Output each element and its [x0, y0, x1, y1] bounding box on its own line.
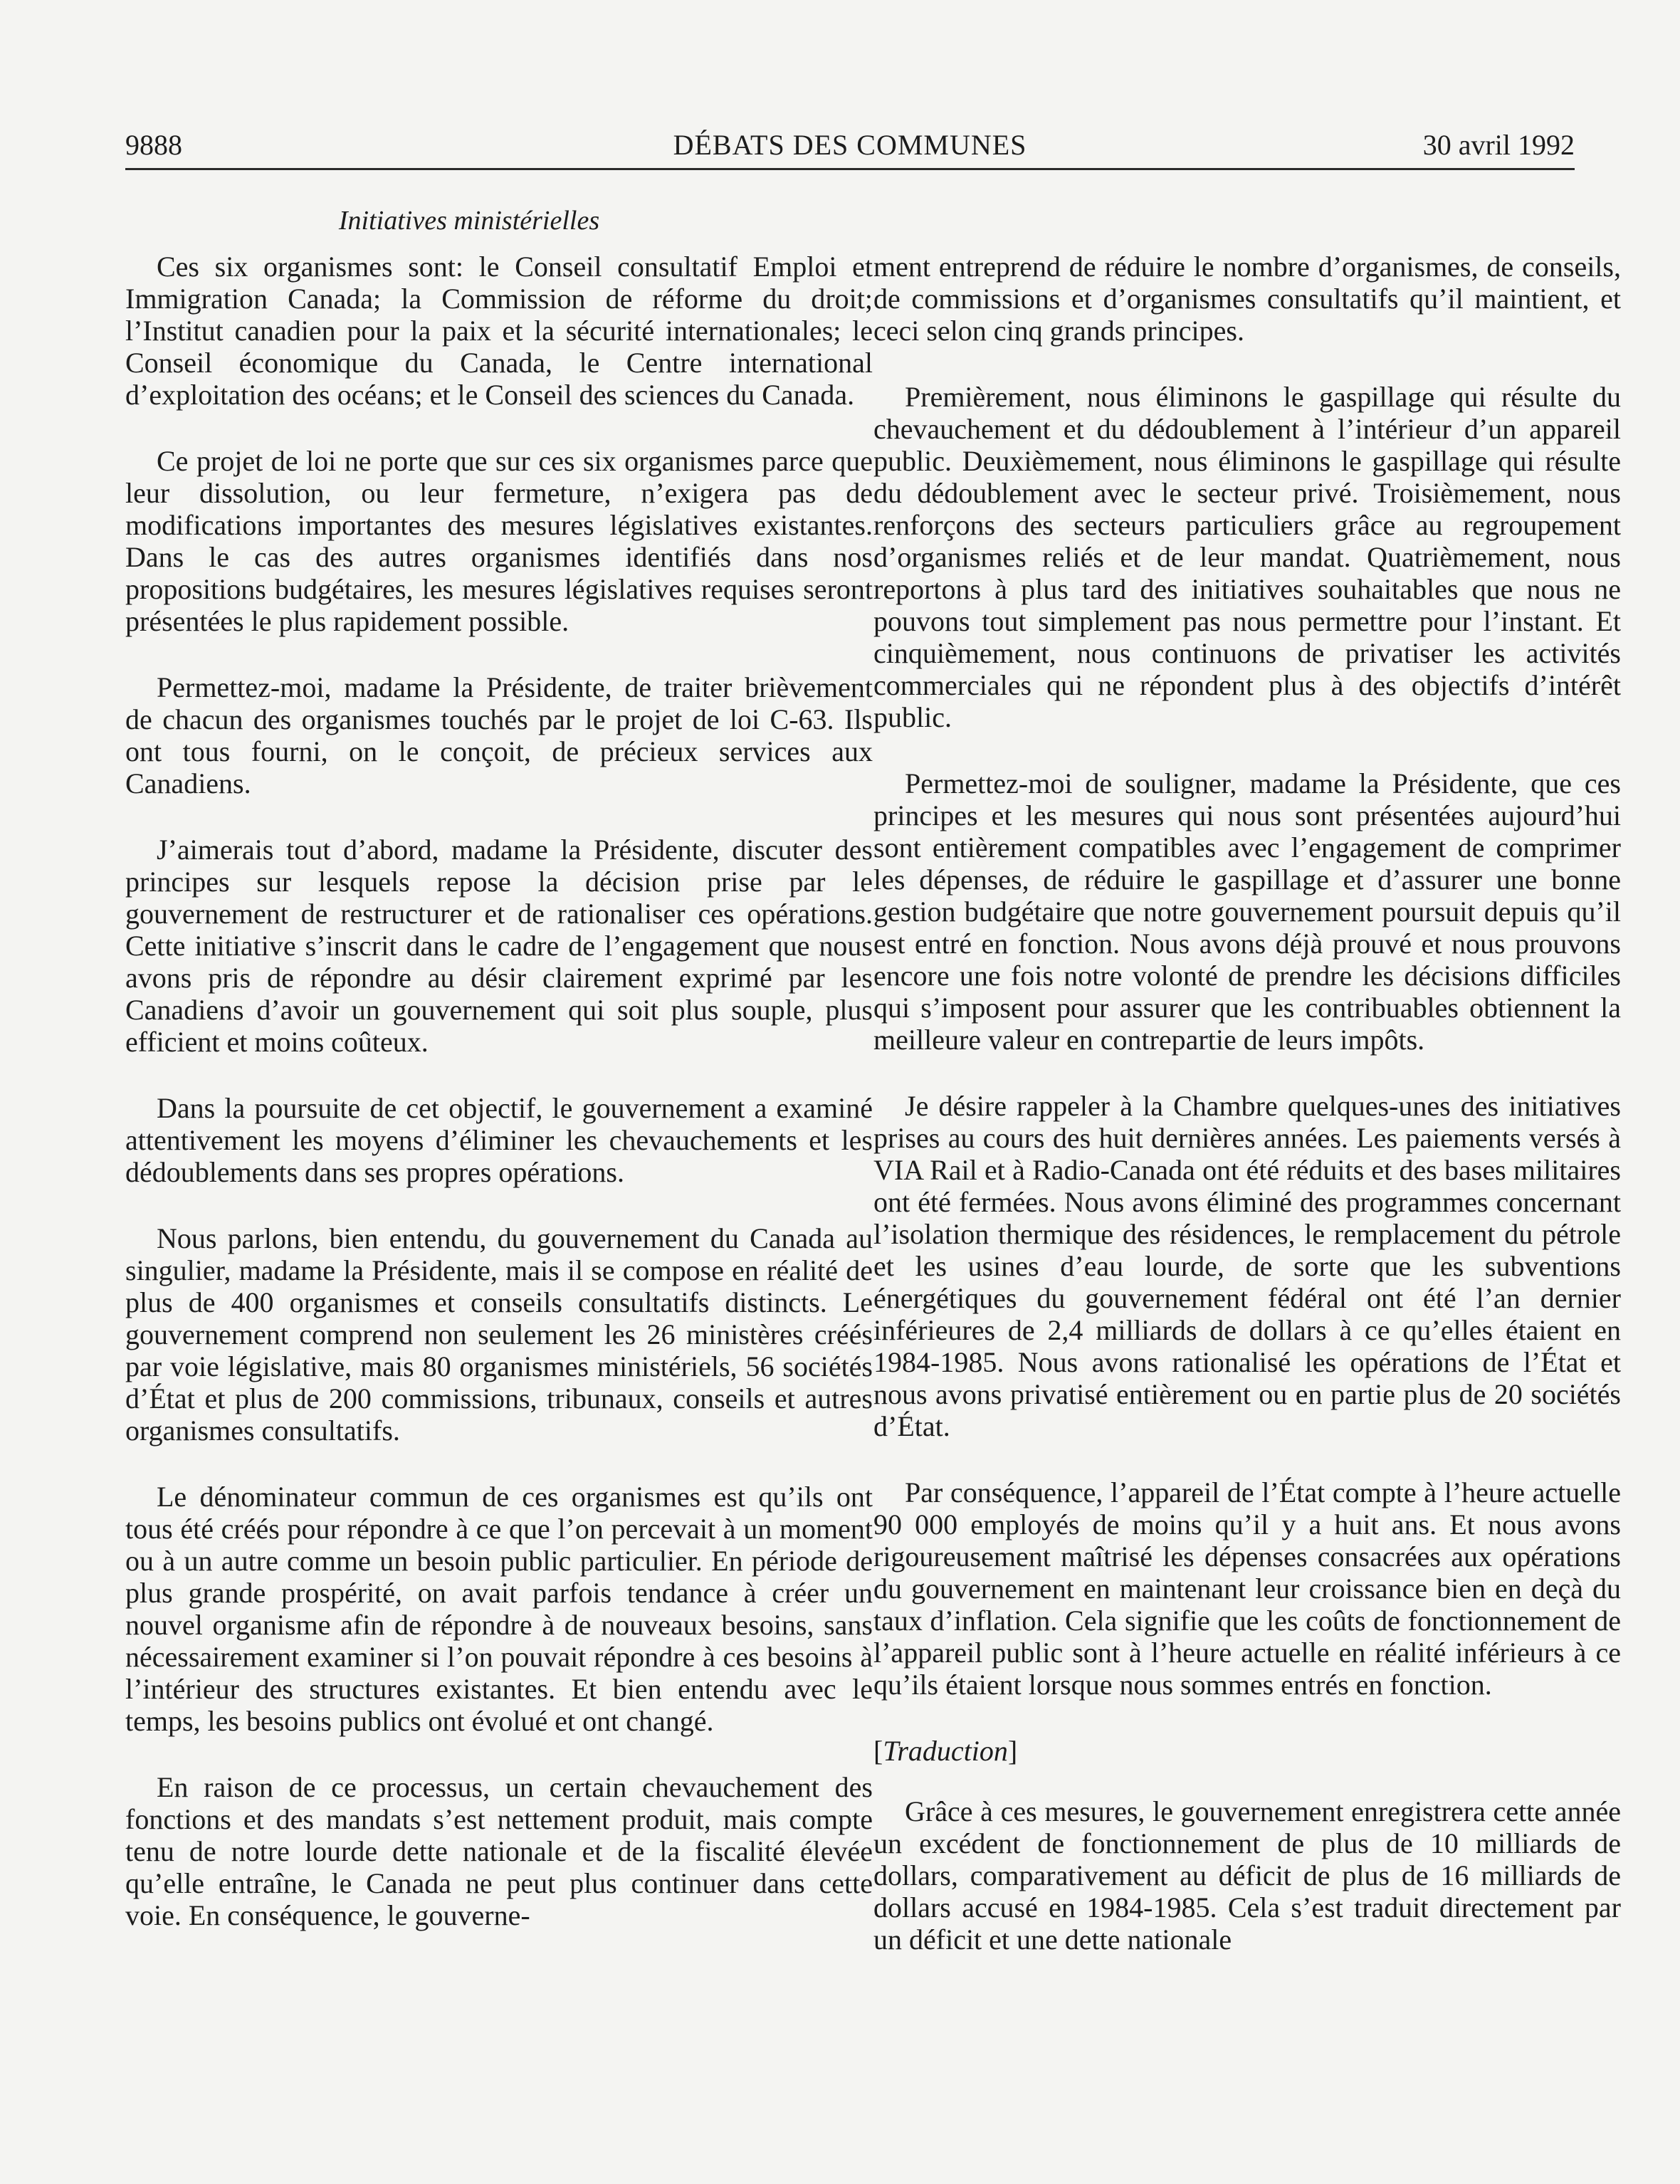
marker-open: [	[873, 1735, 883, 1767]
paragraph: J’aimerais tout d’abord, madame la Présidente, discuter des principes sur lesquels repose la décision prise par le gouvernement de restructurer et de rationaliser ces opérations. Cette initiative s’inscrit dans le cadre de l’engagement que nous avons pris de répondre au désir clairement exprimé par les Canadiens d’avoir un gouvernement qui soit plus souple, plus efficient et moins coûteux.	[125, 834, 873, 1058]
publication-date: 30 avril 1992	[1422, 129, 1575, 161]
marker-close: ]	[1007, 1735, 1018, 1767]
paragraph: En raison de ce processus, un certain chevauchement des fonctions et des mandats s’est nettement produit, mais compte tenu de notre lourde dette nationale et de la fiscalité élevée qu’elle entraîne, le Canada ne peut plus continuer dans cette voie. En conséquence, le gouverne-	[125, 1771, 873, 1931]
paragraph: Dans la poursuite de cet objectif, le gouvernement a examiné attentivement les moyens d’éliminer les chevauchements et les dédoublements dans ses propres opérations.	[125, 1092, 873, 1188]
paragraph-continuation: ment entreprend de réduire le nombre d’organismes, de conseils, de commissions et d’organismes consultatifs qu’il maintient, et ceci selon cinq grands principes.	[873, 251, 1621, 347]
right-column	[873, 251, 1621, 1990]
paragraph: Ce projet de loi ne porte que sur ces six organismes parce que leur dissolution, ou leur fermeture, n’exigera pas de modifications importantes des mesures législatives existantes. Dans le cas des autres organismes identifiés dans nos propositions budgétaires, les mesures législatives requises seront présentées le plus rapidement possible.	[125, 445, 873, 637]
paragraph: Je désire rappeler à la Chambre quelques-unes des initiatives prises au cours des huit dernières années. Les paiements versés à VIA Rail et à Radio-Canada ont été réduits et des bases militaires ont été fermées. Nous avons éliminé des programmes concernant l’isolation thermique des résidences, le remplacement du pétrole et les usines d’eau lourde, de sorte que les subventions énergétiques du gouvernement fédéral ont été l’an dernier inférieures de 2,4 milliards de dollars à ce qu’elles étaient en 1984-1985. Nous avons rationalisé les opérations de l’État et nous avons privatisé entièrement ou en partie plus de 20 sociétés d’État.	[873, 1090, 1621, 1442]
paragraph: Grâce à ces mesures, le gouvernement enregistrera cette année un excédent de fonctionnement de plus de 10 milliards de dollars, comparativement au déficit de plus de 16 milliards de dollars accusé en 1984-1985. Cela s’est traduit directement par un déficit et une dette nationale	[873, 1795, 1621, 1955]
paragraph: Nous parlons, bien entendu, du gouvernement du Canada au singulier, madame la Présidente, mais il se compose en réalité de plus de 400 organismes et conseils consultatifs distincts. Le gouvernement comprend non seulement les 26 ministères créés par voie législative, mais 80 organismes ministériels, 56 sociétés d’État et plus de 200 commissions, tribunaux, conseils et autres organismes consultatifs.	[125, 1222, 873, 1447]
marker-label: Traduction	[883, 1735, 1008, 1767]
paragraph: Premièrement, nous éliminons le gaspillage qui résulte du chevauchement et du dédoublement à l’intérieur d’un appareil public. Deuxièmement, nous éliminons le gaspillage qui résulte du dédoublement avec le secteur privé. Troisièmement, nous renforçons des secteurs particuliers grâce au regroupement d’organismes reliés et de leur mandat. Quatrièmement, nous reportons à plus tard des initiatives souhaitables que nous ne pouvons tout simplement pas nous permettre pour l’instant. Et cinquièmement, nous continuons de privatiser les activités commerciales qui ne répondent plus à des objectifs d’intérêt public.	[873, 381, 1621, 733]
page-number: 9888	[125, 129, 182, 161]
publication-title: DÉBATS DES COMMUNES	[673, 129, 1027, 161]
paragraph: Ces six organismes sont: le Conseil consultatif Emploi et Immigration Canada; la Commission de réforme du droit; l’Institut canadien pour la paix et la sécurité internationales; le Conseil économique du Canada, le Centre international d’exploitation des océans; et le Conseil des sciences du Canada.	[125, 251, 873, 411]
translation-marker	[873, 1735, 1621, 1767]
paragraph: Permettez-moi de souligner, madame la Présidente, que ces principes et les mesures qui nous sont présentées aujourd’hui sont entièrement compatibles avec l’engagement de comprimer les dépenses, de réduire le gaspillage et d’assurer une bonne gestion budgétaire que notre gouvernement poursuit depuis qu’il est entré en fonction. Nous avons déjà prouvé et nous prouvons encore une fois notre volonté de prendre les décisions difficiles qui s’imposent pour assurer que les contribuables obtiennent la meilleure valeur en contrepartie de leurs impôts.	[873, 767, 1621, 1056]
paragraph: Le dénominateur commun de ces organismes est qu’ils ont tous été créés pour répondre à ce que l’on percevait à un moment ou à un autre comme un besoin public particulier. En période de plus grande prospérité, on avait parfois tendance à créer un nouvel organisme afin de répondre à de nouveaux besoins, sans nécessairement examiner si l’on pouvait répondre à ces besoins à l’intérieur des structures existantes. Et bien entendu avec le temps, les besoins publics ont évolué et ont changé.	[125, 1481, 873, 1737]
section-heading: Initiatives ministérielles	[338, 206, 600, 236]
running-header	[125, 125, 1575, 165]
header-rule	[125, 168, 1575, 170]
paragraph: Permettez-moi, madame la Présidente, de traiter brièvement de chacun des organismes touchés par le projet de loi C-63. Ils ont tous fourni, on le conçoit, de précieux services aux Canadiens.	[125, 671, 873, 799]
left-column	[125, 251, 873, 1965]
paragraph: Par conséquence, l’appareil de l’État compte à l’heure actuelle 90 000 employés de moins qu’il y a huit ans. Et nous avons rigoureusement maîtrisé les dépenses consacrées aux opérations du gouvernement en maintenant leur croissance bien en deçà du taux d’inflation. Cela signifie que les coûts de fonctionnement de l’appareil public sont à l’heure actuelle en réalité inférieurs à ce qu’ils étaient lorsque nous sommes entrés en fonction.	[873, 1476, 1621, 1701]
